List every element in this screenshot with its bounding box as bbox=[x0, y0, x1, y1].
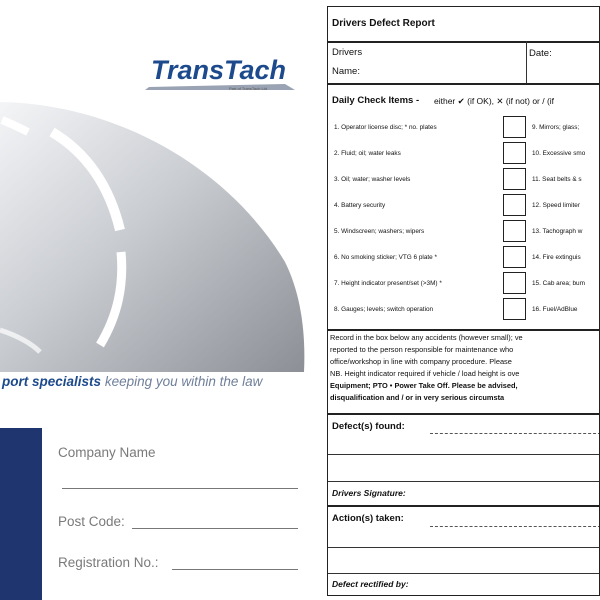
check-item-6: 6. No smoking sticker; VTG 6 plate * bbox=[334, 254, 437, 261]
divider bbox=[328, 454, 600, 455]
divider bbox=[328, 413, 600, 415]
divider bbox=[328, 329, 600, 331]
tagline-strong: port specialists bbox=[2, 374, 102, 389]
drivers-label: Drivers bbox=[332, 47, 363, 58]
checkbox-item-5[interactable] bbox=[503, 220, 526, 242]
checkbox-item-1[interactable] bbox=[503, 116, 526, 138]
company-name-label: Company Name bbox=[58, 445, 156, 460]
divider bbox=[328, 83, 600, 85]
note-line-4: NB. Height indicator required if vehicle / load height is ove bbox=[330, 369, 520, 378]
check-item-10: 10. Excessive smo bbox=[532, 150, 586, 157]
check-item-14: 14. Fire extinguis bbox=[532, 254, 581, 261]
actions-taken-label: Action(s) taken: bbox=[332, 513, 404, 524]
checkbox-item-4[interactable] bbox=[503, 194, 526, 216]
actions-line-1[interactable] bbox=[430, 526, 600, 527]
note-line-1: Record in the box below any accidents (however small); ve bbox=[330, 333, 523, 342]
drivers-signature-label: Drivers Signature: bbox=[332, 488, 406, 498]
transtach-logo bbox=[145, 55, 305, 97]
check-item-2: 2. Fluid; oil; water leaks bbox=[334, 150, 401, 157]
note-line-2: reported to the person responsible for maintenance who bbox=[330, 345, 514, 354]
name-label: Name: bbox=[332, 66, 360, 77]
checkbox-item-8[interactable] bbox=[503, 298, 526, 320]
defect-report-form bbox=[327, 6, 600, 596]
form-title: Drivers Defect Report bbox=[332, 18, 435, 29]
note-line-5: Equipment; PTO • Power Take Off. Please be advised, bbox=[330, 381, 518, 390]
defects-found-label: Defect(s) found: bbox=[332, 421, 405, 432]
check-item-16: 16. Fuel/AdBlue bbox=[532, 306, 578, 313]
check-item-8: 8. Gauges; levels; switch operation bbox=[334, 306, 434, 313]
check-item-13: 13. Tachograph w bbox=[532, 228, 583, 235]
check-item-3: 3. Oil; water; washer levels bbox=[334, 176, 411, 183]
note-line-6: disqualification and / or in very serious circumsta bbox=[330, 393, 505, 402]
logo-text: TransTach bbox=[151, 55, 287, 85]
logo-subtitle: Part of TransTach Ltd bbox=[229, 86, 268, 91]
divider bbox=[328, 573, 600, 574]
blue-panel bbox=[0, 428, 42, 600]
date-label: Date: bbox=[529, 48, 552, 59]
post-code-line bbox=[132, 528, 298, 529]
registration-line bbox=[172, 569, 298, 570]
check-item-12: 12. Speed limiter bbox=[532, 202, 580, 209]
check-item-4: 4. Battery security bbox=[334, 202, 386, 209]
defect-rectified-label: Defect rectified by: bbox=[332, 579, 409, 589]
check-item-9: 9. Mirrors; glass; bbox=[532, 124, 580, 131]
daily-check-title: Daily Check Items - bbox=[332, 95, 420, 106]
check-item-1: 1. Operator license disc; * no. plates bbox=[334, 124, 437, 131]
check-item-15: 15. Cab area; bum bbox=[532, 280, 585, 287]
defects-line-1[interactable] bbox=[430, 433, 600, 434]
post-code-label: Post Code: bbox=[58, 514, 125, 529]
note-line-3: office/workshop in line with company procedure. Please bbox=[330, 357, 512, 366]
divider bbox=[526, 41, 527, 83]
tagline bbox=[2, 374, 262, 389]
divider bbox=[328, 547, 600, 548]
divider bbox=[328, 41, 600, 43]
company-name-line bbox=[62, 488, 298, 489]
divider bbox=[328, 481, 600, 482]
checkbox-item-7[interactable] bbox=[503, 272, 526, 294]
check-item-11: 11. Seat belts & s bbox=[532, 176, 582, 183]
check-item-7: 7. Height indicator present/set (>3M) * bbox=[334, 280, 442, 287]
tagline-light: keeping you within the law bbox=[104, 374, 263, 389]
daily-check-instruction: either ✔ (if OK), ✕ (if not) or / (if bbox=[434, 96, 555, 106]
divider bbox=[328, 505, 600, 507]
checkbox-item-6[interactable] bbox=[503, 246, 526, 268]
check-item-5: 5. Windscreen; washers; wipers bbox=[334, 228, 425, 235]
checkbox-item-3[interactable] bbox=[503, 168, 526, 190]
checkbox-item-2[interactable] bbox=[503, 142, 526, 164]
registration-label: Registration No.: bbox=[58, 555, 159, 570]
